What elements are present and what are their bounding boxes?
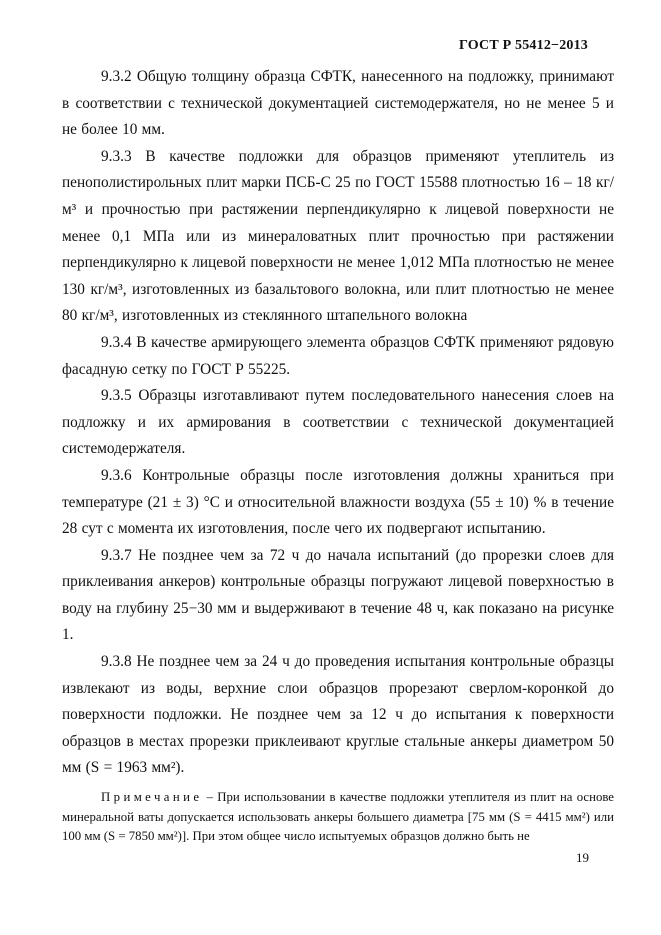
- note-text: – При использовании в качестве подложки утеплителя из плит на основе минеральной ваты допускается использовать анкеры большего диаметра [75 мм (S = 4415 мм²) или 100 мм (S = 7850 мм²)]. При этом общее число испытуемых образцов должно быть не: [62, 790, 614, 844]
- paragraph-number: 9.3.3: [101, 147, 132, 165]
- paragraph-text: В качестве подложки для образцов применяют утеплитель из пенополистирольных плит марки ПСБ-С 25 по ГОСТ 15588 плотностью 16 – 18 кг/м³ и прочностью при растяжении перпендикулярно к лицевой поверхности не менее 0,1 МПа или из минераловатных плит прочностью при растяжении перпендикулярно к лицевой поверхности не менее 1,012 МПа плотностью не менее 130 кг/м³, изготовленных из базальтового волокна, или плит плотностью не менее 80 кг/м³, изготовленных из стеклянного штапельного волокна: [62, 147, 614, 325]
- paragraph-text: Не позднее чем за 72 ч до начала испытаний (до прорезки слоев для приклеивания анкеров) контрольные образцы погружают лицевой поверхностью в воду на глубину 25−30 мм и выдерживают в течение 48 ч, как показано на рисунке 1.: [62, 546, 615, 644]
- paragraph-number: 9.3.2: [101, 68, 132, 85]
- paragraph-9-3-3: [62, 144, 614, 330]
- document-body: [62, 64, 614, 847]
- paragraph-9-3-8: [62, 649, 614, 782]
- document-header: ГОСТ Р 55412−2013: [459, 38, 588, 53]
- paragraph-number: 9.3.5: [101, 387, 132, 405]
- note-label: Примечание: [101, 790, 203, 805]
- paragraph-9-3-7: [62, 543, 614, 649]
- paragraph-text: Контрольные образцы после изготовления должны храниться при температуре (21 ± 3) °С и относительной влажности воздуха (55 ± 10) % в течение 28 сут с момента их изготовления, после чего их подвергают испытанию.: [62, 466, 614, 538]
- paragraph-text: Образцы изготавливают путем последовательного нанесения слоев на подложку и их армирования в соответствии с технической документацией системодержателя.: [62, 387, 614, 458]
- paragraph-text: Общую толщину образца СФТК, нанесенного на подложку, принимают в соответствии с технической документацией системодержателя, но не менее 5 и не более 10 мм.: [62, 68, 615, 139]
- paragraph-9-3-2: [62, 64, 614, 144]
- paragraph-number: 9.3.8: [101, 653, 132, 671]
- paragraph-text: Не позднее чем за 24 ч до проведения испытания контрольные образцы извлекают из воды, верхние слои образцов прорезают сверлом-коронкой до поверхности подложки. Не позднее чем за 12 ч до испытания к поверхности образцов в местах прорезки приклеивают круглые стальные анкеры диаметром 50 мм (S = 1963 мм²).: [62, 653, 614, 777]
- paragraph-number: 9.3.6: [101, 466, 132, 484]
- paragraph-number: 9.3.7: [101, 546, 132, 564]
- page-number: 19: [576, 850, 589, 865]
- paragraph-text: В качестве армирующего элемента образцов СФТК применяют рядовую фасадную сетку по ГОСТ Р 55225.: [62, 333, 614, 378]
- note-paragraph: [62, 788, 614, 847]
- paragraph-9-3-6: [62, 463, 614, 543]
- paragraph-9-3-5: [62, 383, 614, 463]
- paragraph-9-3-4: [62, 330, 614, 383]
- paragraph-number: 9.3.4: [101, 333, 132, 351]
